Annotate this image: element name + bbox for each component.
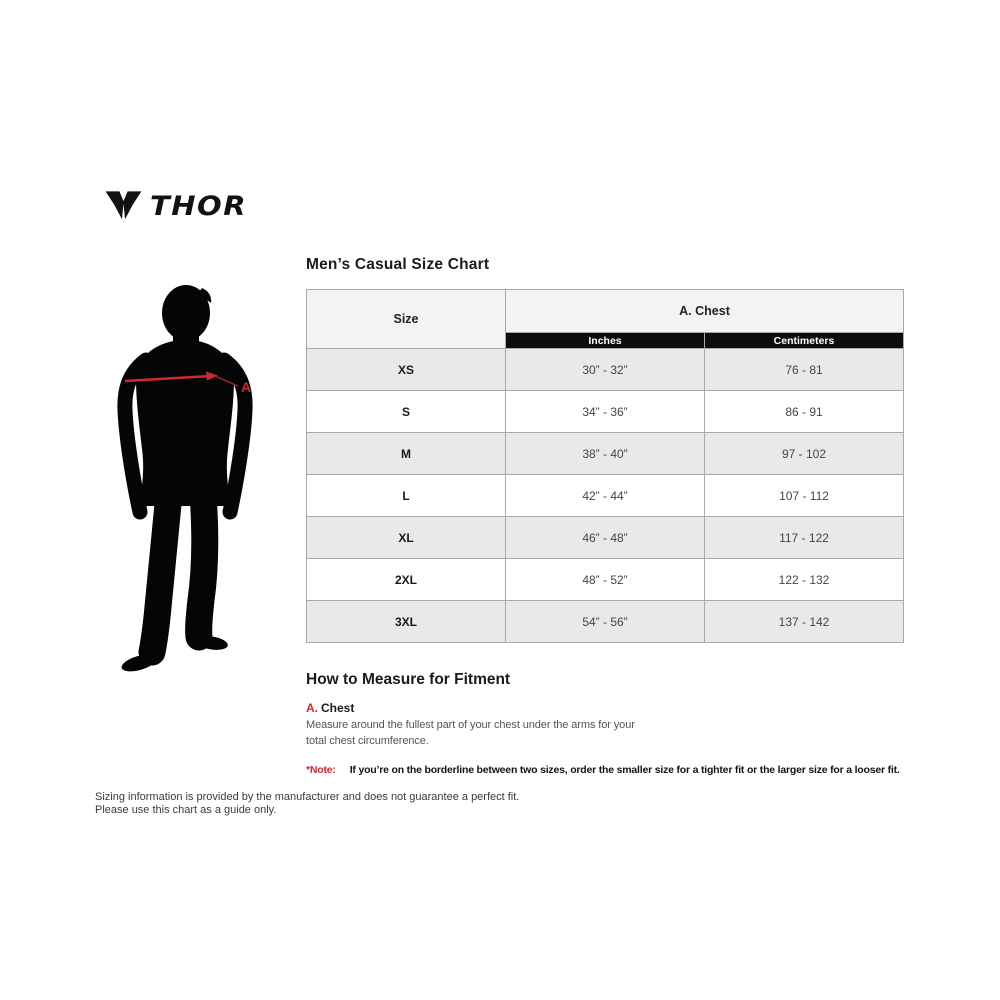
inches-value: 46” - 48” [506, 517, 705, 559]
size-label: 2XL [307, 559, 506, 601]
size-label: M [307, 433, 506, 475]
table-group-header-row [307, 290, 904, 333]
measure-item-description: Measure around the fullest part of your chest under the arms for your total chest circumference. [306, 719, 635, 747]
table-row-2xl [307, 559, 904, 601]
chart-title: Men’s Casual Size Chart [306, 256, 490, 273]
column-header-centimeters: Centimeters [705, 333, 904, 349]
brand-logo [104, 186, 247, 226]
measure-item-label [306, 701, 656, 715]
inches-value: 34” - 36” [506, 391, 705, 433]
column-group-header-chest: A. Chest [506, 290, 904, 333]
size-label: 3XL [307, 601, 506, 643]
disclaimer-line-1: Sizing information is provided by the manufacturer and does not guarantee a perfect fit. [95, 791, 520, 803]
measure-section-heading: How to Measure for Fitment [306, 671, 511, 688]
table-row-m [307, 433, 904, 475]
table-row-xl [307, 517, 904, 559]
inches-value: 48” - 52” [506, 559, 705, 601]
note-label: *Note: [306, 764, 336, 776]
centimeters-value: 97 - 102 [705, 433, 904, 475]
inches-value: 54” - 56” [506, 601, 705, 643]
measure-item-name: Chest [321, 701, 355, 715]
silhouette-feet [120, 634, 229, 675]
note-text: If you’re on the borderline between two sizes, order the smaller size for a tighter fit or the larger size for a looser fit. [349, 764, 900, 776]
centimeters-value: 76 - 81 [705, 349, 904, 391]
centimeters-value: 137 - 142 [705, 601, 904, 643]
table-row-l [307, 475, 904, 517]
size-label: XS [307, 349, 506, 391]
measurement-figure [112, 282, 267, 677]
male-silhouette-diagram [112, 282, 267, 677]
size-label: XL [307, 517, 506, 559]
table-row-xs [307, 349, 904, 391]
table-row-3xl [307, 601, 904, 643]
size-label: L [307, 475, 506, 517]
centimeters-value: 122 - 132 [705, 559, 904, 601]
brand-logo-text: THOR [150, 190, 248, 222]
disclaimer-line-2: Please use this chart as a guide only. [95, 804, 277, 817]
measure-item-chest [306, 701, 656, 750]
sizing-note [306, 764, 900, 776]
table-row-s [307, 391, 904, 433]
inches-value: 38” - 40” [506, 433, 705, 475]
measure-item-key: A. [306, 701, 318, 715]
size-label: S [307, 391, 506, 433]
thor-horns-icon [104, 186, 143, 226]
size-chart-table [306, 289, 904, 643]
centimeters-value: 86 - 91 [705, 391, 904, 433]
column-header-size: Size [307, 290, 506, 349]
male-silhouette [136, 285, 234, 506]
disclaimer [95, 791, 519, 817]
chest-marker-label: A [241, 379, 252, 395]
inches-value: 30” - 32” [506, 349, 705, 391]
centimeters-value: 117 - 122 [705, 517, 904, 559]
column-header-inches: Inches [506, 333, 705, 349]
centimeters-value: 107 - 112 [705, 475, 904, 517]
inches-value: 42” - 44” [506, 475, 705, 517]
